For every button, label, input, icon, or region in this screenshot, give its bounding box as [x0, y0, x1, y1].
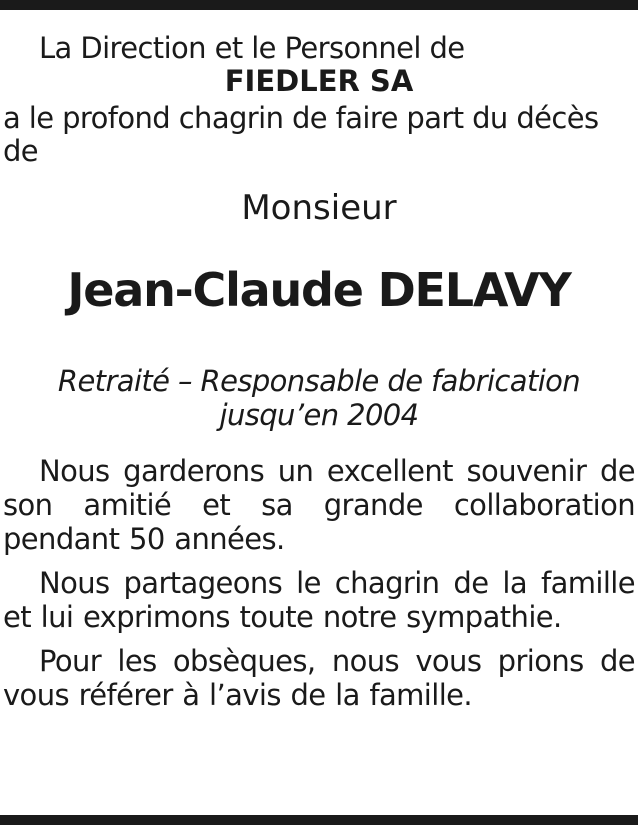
header-line: La Direction et le Personnel de — [39, 31, 465, 65]
funeral-info-paragraph: Pour les obsèques, nous vous prions de vous référer à l’avis de la famille. — [3, 644, 635, 712]
announcement-line: a le profond chagrin de faire part du décès de — [3, 101, 599, 168]
condolence-paragraph: Nous garderons un excellent souvenir de son amitié et sa grande collaboration pendant 50 années. — [3, 454, 635, 556]
deceased-name: Jean-Claude DELAVY — [67, 263, 571, 317]
bottom-border-rule — [0, 815, 638, 825]
top-border-rule — [0, 0, 638, 10]
role-line: Retraité – Responsable de fabrication — [57, 364, 581, 398]
company-name: FIEDLER SA — [224, 64, 414, 98]
deceased-role — [3, 364, 635, 432]
condolence-paragraph: Nous partageons le chagrin de la famille et lui exprimons toute notre sympathie. — [3, 566, 635, 634]
honorific: Monsieur — [241, 188, 397, 228]
role-line: jusqu’en 2004 — [219, 398, 419, 432]
obituary-notice — [3, 32, 635, 712]
